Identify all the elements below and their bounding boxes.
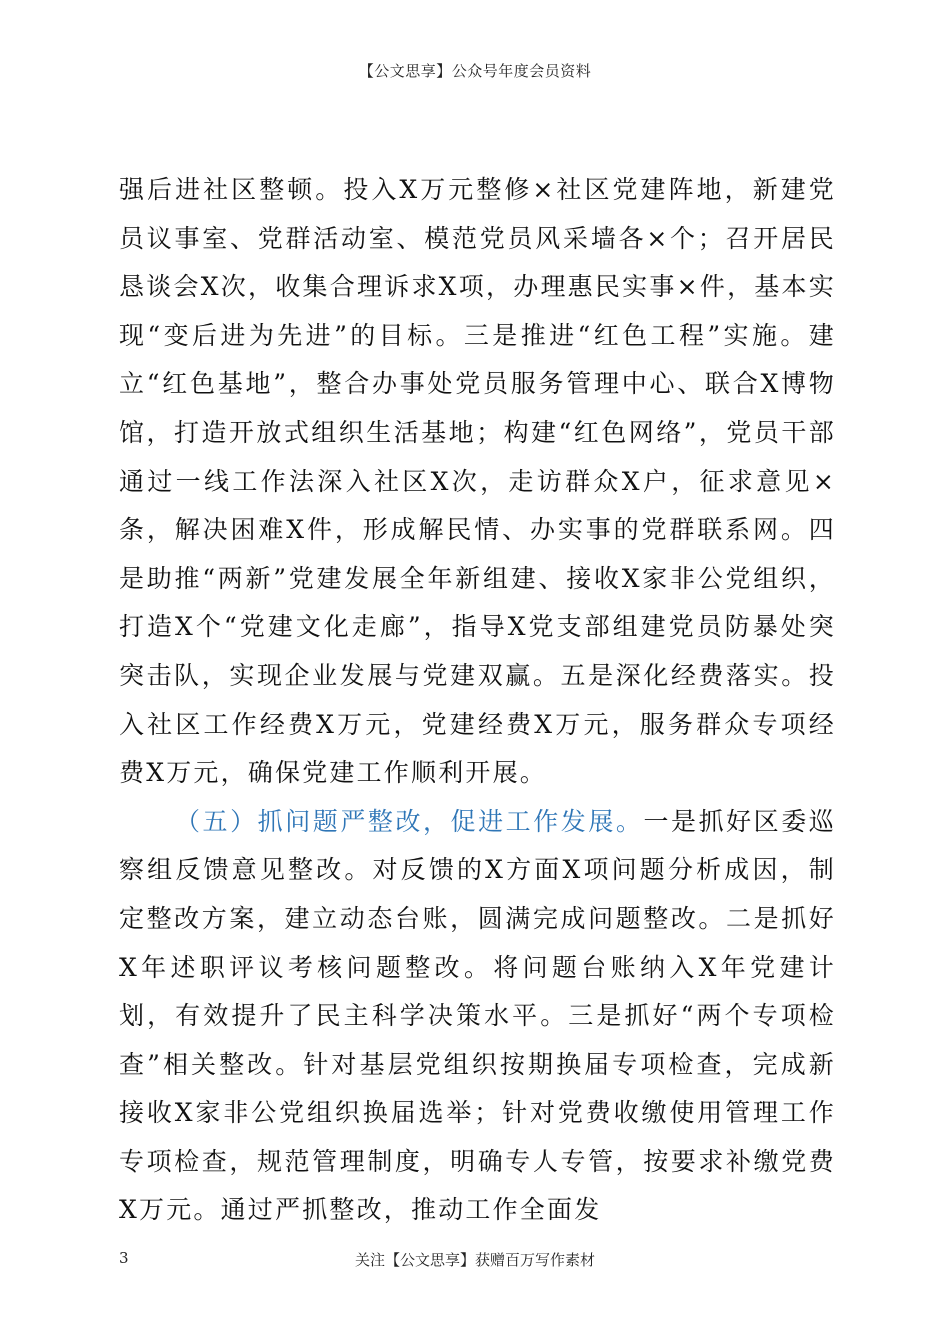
paragraph bbox=[119, 166, 836, 798]
paragraph-text: 一是抓好区委巡察组反馈意见整改。对反馈的X方面X项问题分析成因，制定整改方案，建立动态台账，圆满完成问题整改。二是抓好X年述职评议考核问题整改。将问题台账纳入X年党建计划，有效提升了民主科学决策水平。三是抓好“两个专项检查”相关整改。针对基层党组织按期换届专项检查，完成新接收X家非公党组织换届选举；针对党费收缴使用管理工作专项检查，规范管理制度，明确专人专管，按要求补缴党费X万元。通过严抓整改，推动工作全面发 bbox=[119, 806, 836, 1225]
page-number: 3 bbox=[119, 1249, 129, 1267]
page-header: 【公文思享】公众号年度会员资料 bbox=[358, 62, 592, 80]
paragraph bbox=[119, 798, 836, 1235]
page-footer: 关注【公文思享】获赠百万写作素材 bbox=[354, 1251, 595, 1269]
section-heading: （五）抓问题严整改，促进工作发展。 bbox=[175, 806, 644, 836]
paragraph-text: 强后进社区整顿。投入X万元整修×社区党建阵地，新建党员议事室、党群活动室、模范党员风采墙各×个；召开居民恳谈会X次，收集合理诉求X项，办理惠民实事×件，基本实现“变后进为先进”的目标。三是推进“红色工程”实施。建立“红色基地”，整合办事处党员服务管理中心、联合X博物馆，打造开放式组织生活基地；构建“红色网络”，党员干部通过一线工作法深入社区X次，走访群众X户，征求意见×条，解决困难X件，形成解民情、办实事的党群联系网。四是助推“两新”党建发展全年新组建、接收X家非公党组织，打造X个“党建文化走廊”，指导X党支部组建党员防暴处突突击队，实现企业发展与党建双赢。五是深化经费落实。投入社区工作经费X万元，党建经费X万元，服务群众专项经费X万元，确保党建工作顺利开展。 bbox=[119, 175, 836, 788]
document-body bbox=[119, 166, 836, 1235]
